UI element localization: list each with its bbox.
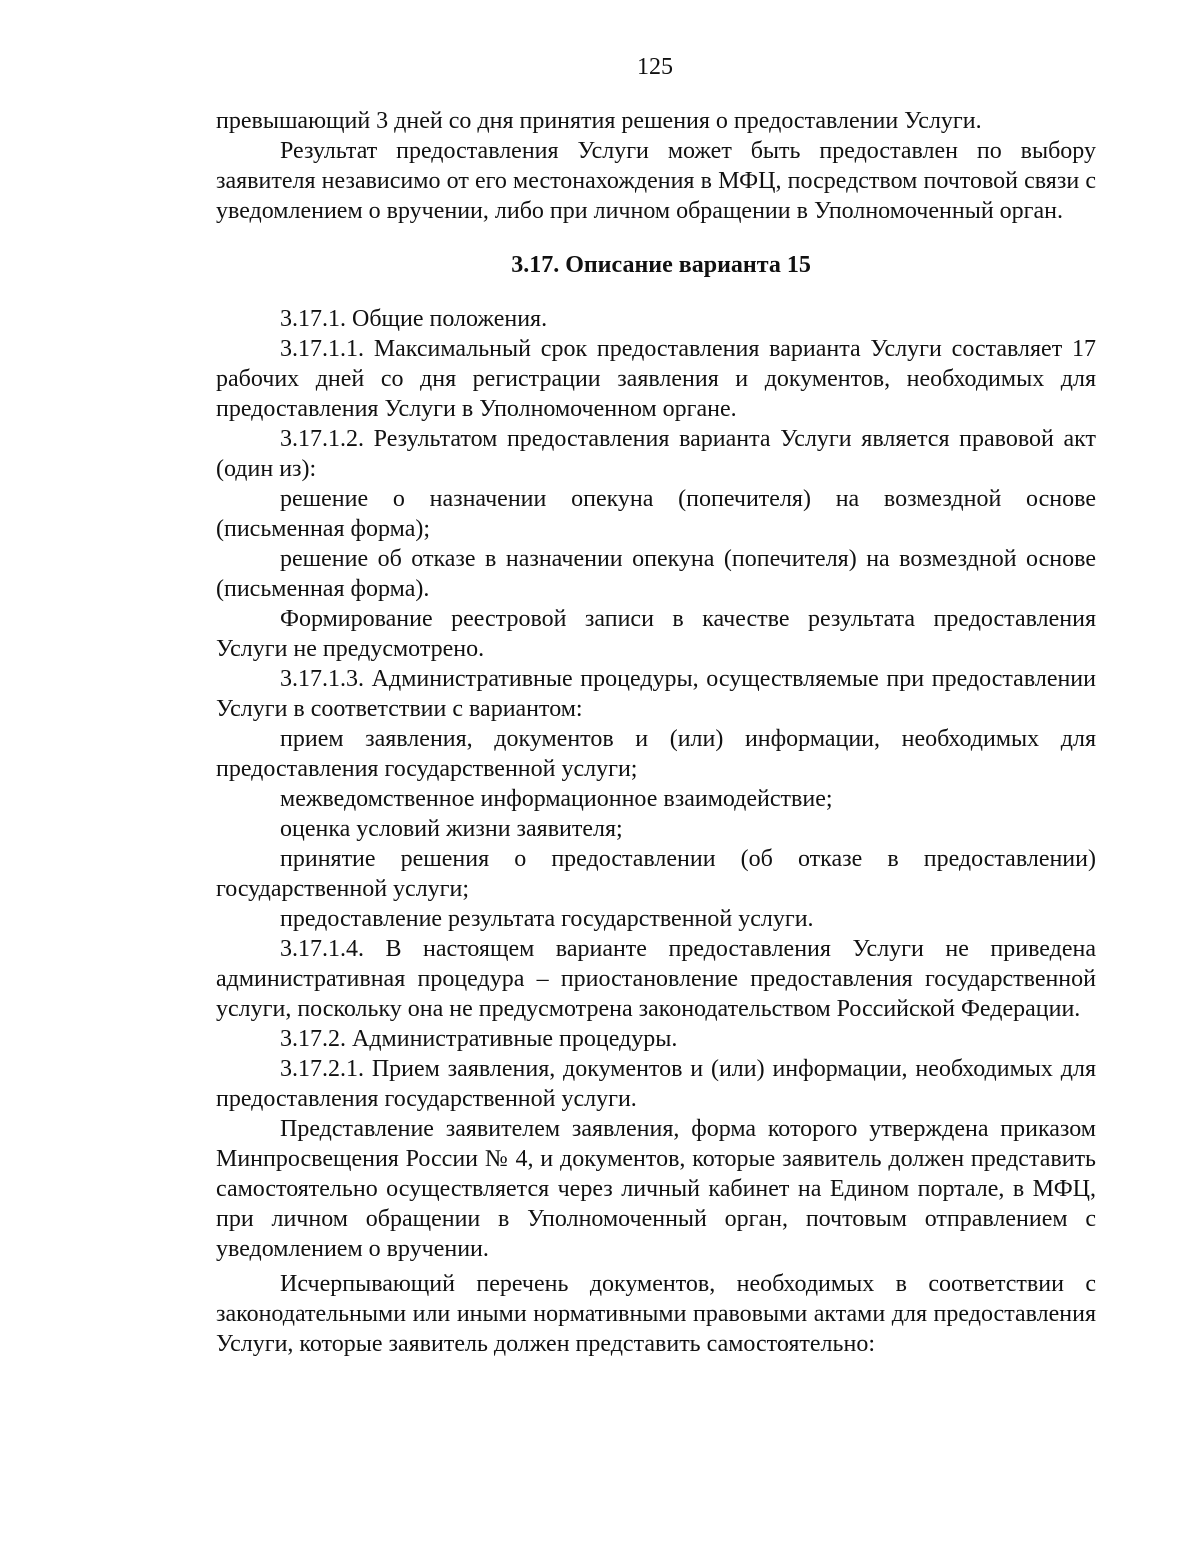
- document-body: [216, 106, 1096, 1359]
- section-heading: 3.17. Описание варианта 15: [511, 252, 811, 278]
- paragraph: Формирование реестровой записи в качестве результата предоставления Услуги не предусмотрено.: [216, 606, 1096, 662]
- page-number: 125: [637, 54, 673, 80]
- list-item: предоставление результата государственной услуги.: [280, 906, 814, 932]
- list-item: межведомственное информационное взаимодействие;: [280, 786, 833, 812]
- list-item: оценка условий жизни заявителя;: [280, 816, 623, 842]
- paragraph: 3.17.1. Общие положения.: [280, 306, 548, 332]
- paragraph: 3.17.1.3. Административные процедуры, осуществляемые при предоставлении Услуги в соответствии с вариантом:: [216, 666, 1096, 722]
- list-item: решение о назначении опекуна (попечителя) на возмездной основе (письменная форма);: [216, 486, 1096, 542]
- paragraph: 3.17.1.2. Результатом предоставления варианта Услуги является правовой акт (один из):: [216, 426, 1096, 482]
- paragraph: Исчерпывающий перечень документов, необходимых в соответствии с законодательными или иными нормативными правовыми актами для предоставления Услуги, которые заявитель должен представить самостоятельно:: [216, 1271, 1096, 1357]
- paragraph: превышающий 3 дней со дня принятия решения о предоставлении Услуги.: [216, 108, 982, 134]
- paragraph: Результат предоставления Услуги может быть предоставлен по выбору заявителя независимо от его местонахождения в МФЦ, посредством почтовой связи с уведомлением о вручении, либо при личном обращении в Уполномоченный орган.: [216, 138, 1096, 224]
- list-item: решение об отказе в назначении опекуна (попечителя) на возмездной основе (письменная форма).: [216, 546, 1096, 602]
- paragraph: 3.17.1.1. Максимальный срок предоставления варианта Услуги составляет 17 рабочих дней со дня регистрации заявления и документов, необходимых для предоставления Услуги в Уполномоченном органе.: [216, 336, 1096, 422]
- paragraph: 3.17.2.1. Прием заявления, документов и (или) информации, необходимых для предоставления государственной услуги.: [216, 1056, 1096, 1112]
- list-item: прием заявления, документов и (или) информации, необходимых для предоставления государственной услуги;: [216, 726, 1096, 782]
- list-item: принятие решения о предоставлении (об отказе в предоставлении) государственной услуги;: [216, 846, 1096, 902]
- paragraph: 3.17.1.4. В настоящем варианте предоставления Услуги не приведена административная процедура – приостановление предоставления государственной услуги, поскольку она не предусмотрена законодательством Российской Федерации.: [216, 936, 1096, 1022]
- paragraph: 3.17.2. Административные процедуры.: [280, 1026, 678, 1052]
- paragraph: Представление заявителем заявления, форма которого утверждена приказом Минпросвещения России № 4, и документов, которые заявитель должен представить самостоятельно осуществляется через личный кабинет на Едином портале, в МФЦ, при личном обращении в Уполномоченный орган, почтовым отправлением с уведомлением о вручении.: [216, 1116, 1096, 1262]
